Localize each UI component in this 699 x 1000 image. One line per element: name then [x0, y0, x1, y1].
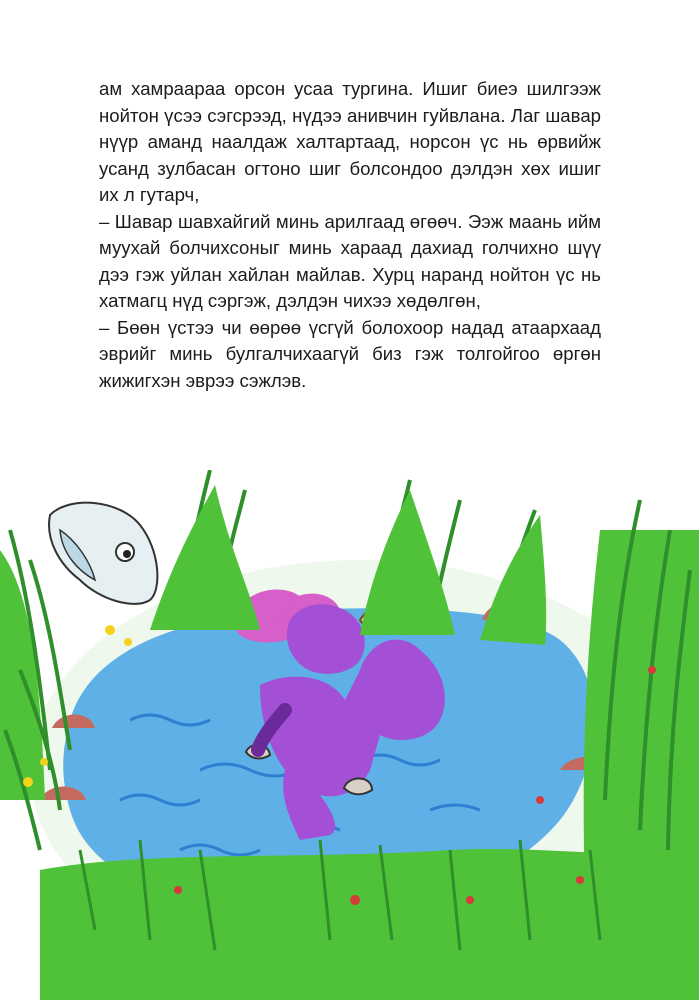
flower-yellow [40, 758, 48, 766]
pond-illustration [0, 470, 699, 1000]
flower-yellow [124, 638, 132, 646]
lamb-head [49, 503, 157, 604]
flower-yellow [105, 625, 115, 635]
story-text [99, 76, 601, 394]
grass-bottom [40, 849, 699, 1000]
story-paragraph-3: – Бөөн үстээ чи өөрөө үсгүй болохоор надад атаархаад эврийг минь булгалчихаагүй биз гэж толгойгоо өргөн жижигхэн эврээ сэжлэв. [99, 316, 601, 391]
flower-red [174, 886, 182, 894]
flower-red [350, 895, 360, 905]
flower-yellow [23, 777, 33, 787]
flower-red [466, 896, 474, 904]
story-paragraph-2: – Шавар шавхайгий минь арилгаад өгөөч. Ээж маань ийм муухай болчихсоныг минь хараад дахиад голчихно шүү дээ гэж уйлан хайлан майлав. Хурц наранд нойтон үс нь хатмагц нүд сэргэж, дэлдэн чихээ хөдөлгөн, [99, 210, 601, 311]
white-lamb [49, 503, 157, 604]
goat-hoof-right [344, 778, 372, 794]
flower-red [648, 666, 656, 674]
story-paragraph-1: ам хамраараа орсон усаа тургина. Ишиг биеэ шилгээж нойтон үсээ сэгсрээд, нүдээ анивчин гуйвлана. Лаг шавар нүүр аманд наалдаж халтартаад, норсон үс нь өрвийж усанд зулбасан огтоно шиг болсондоо дэлдэн хөх ишиг их л гутарч, [99, 78, 601, 205]
flower-red [576, 876, 584, 884]
lamb-pupil [123, 550, 131, 558]
flower-red [536, 796, 544, 804]
grass-right [584, 530, 699, 890]
